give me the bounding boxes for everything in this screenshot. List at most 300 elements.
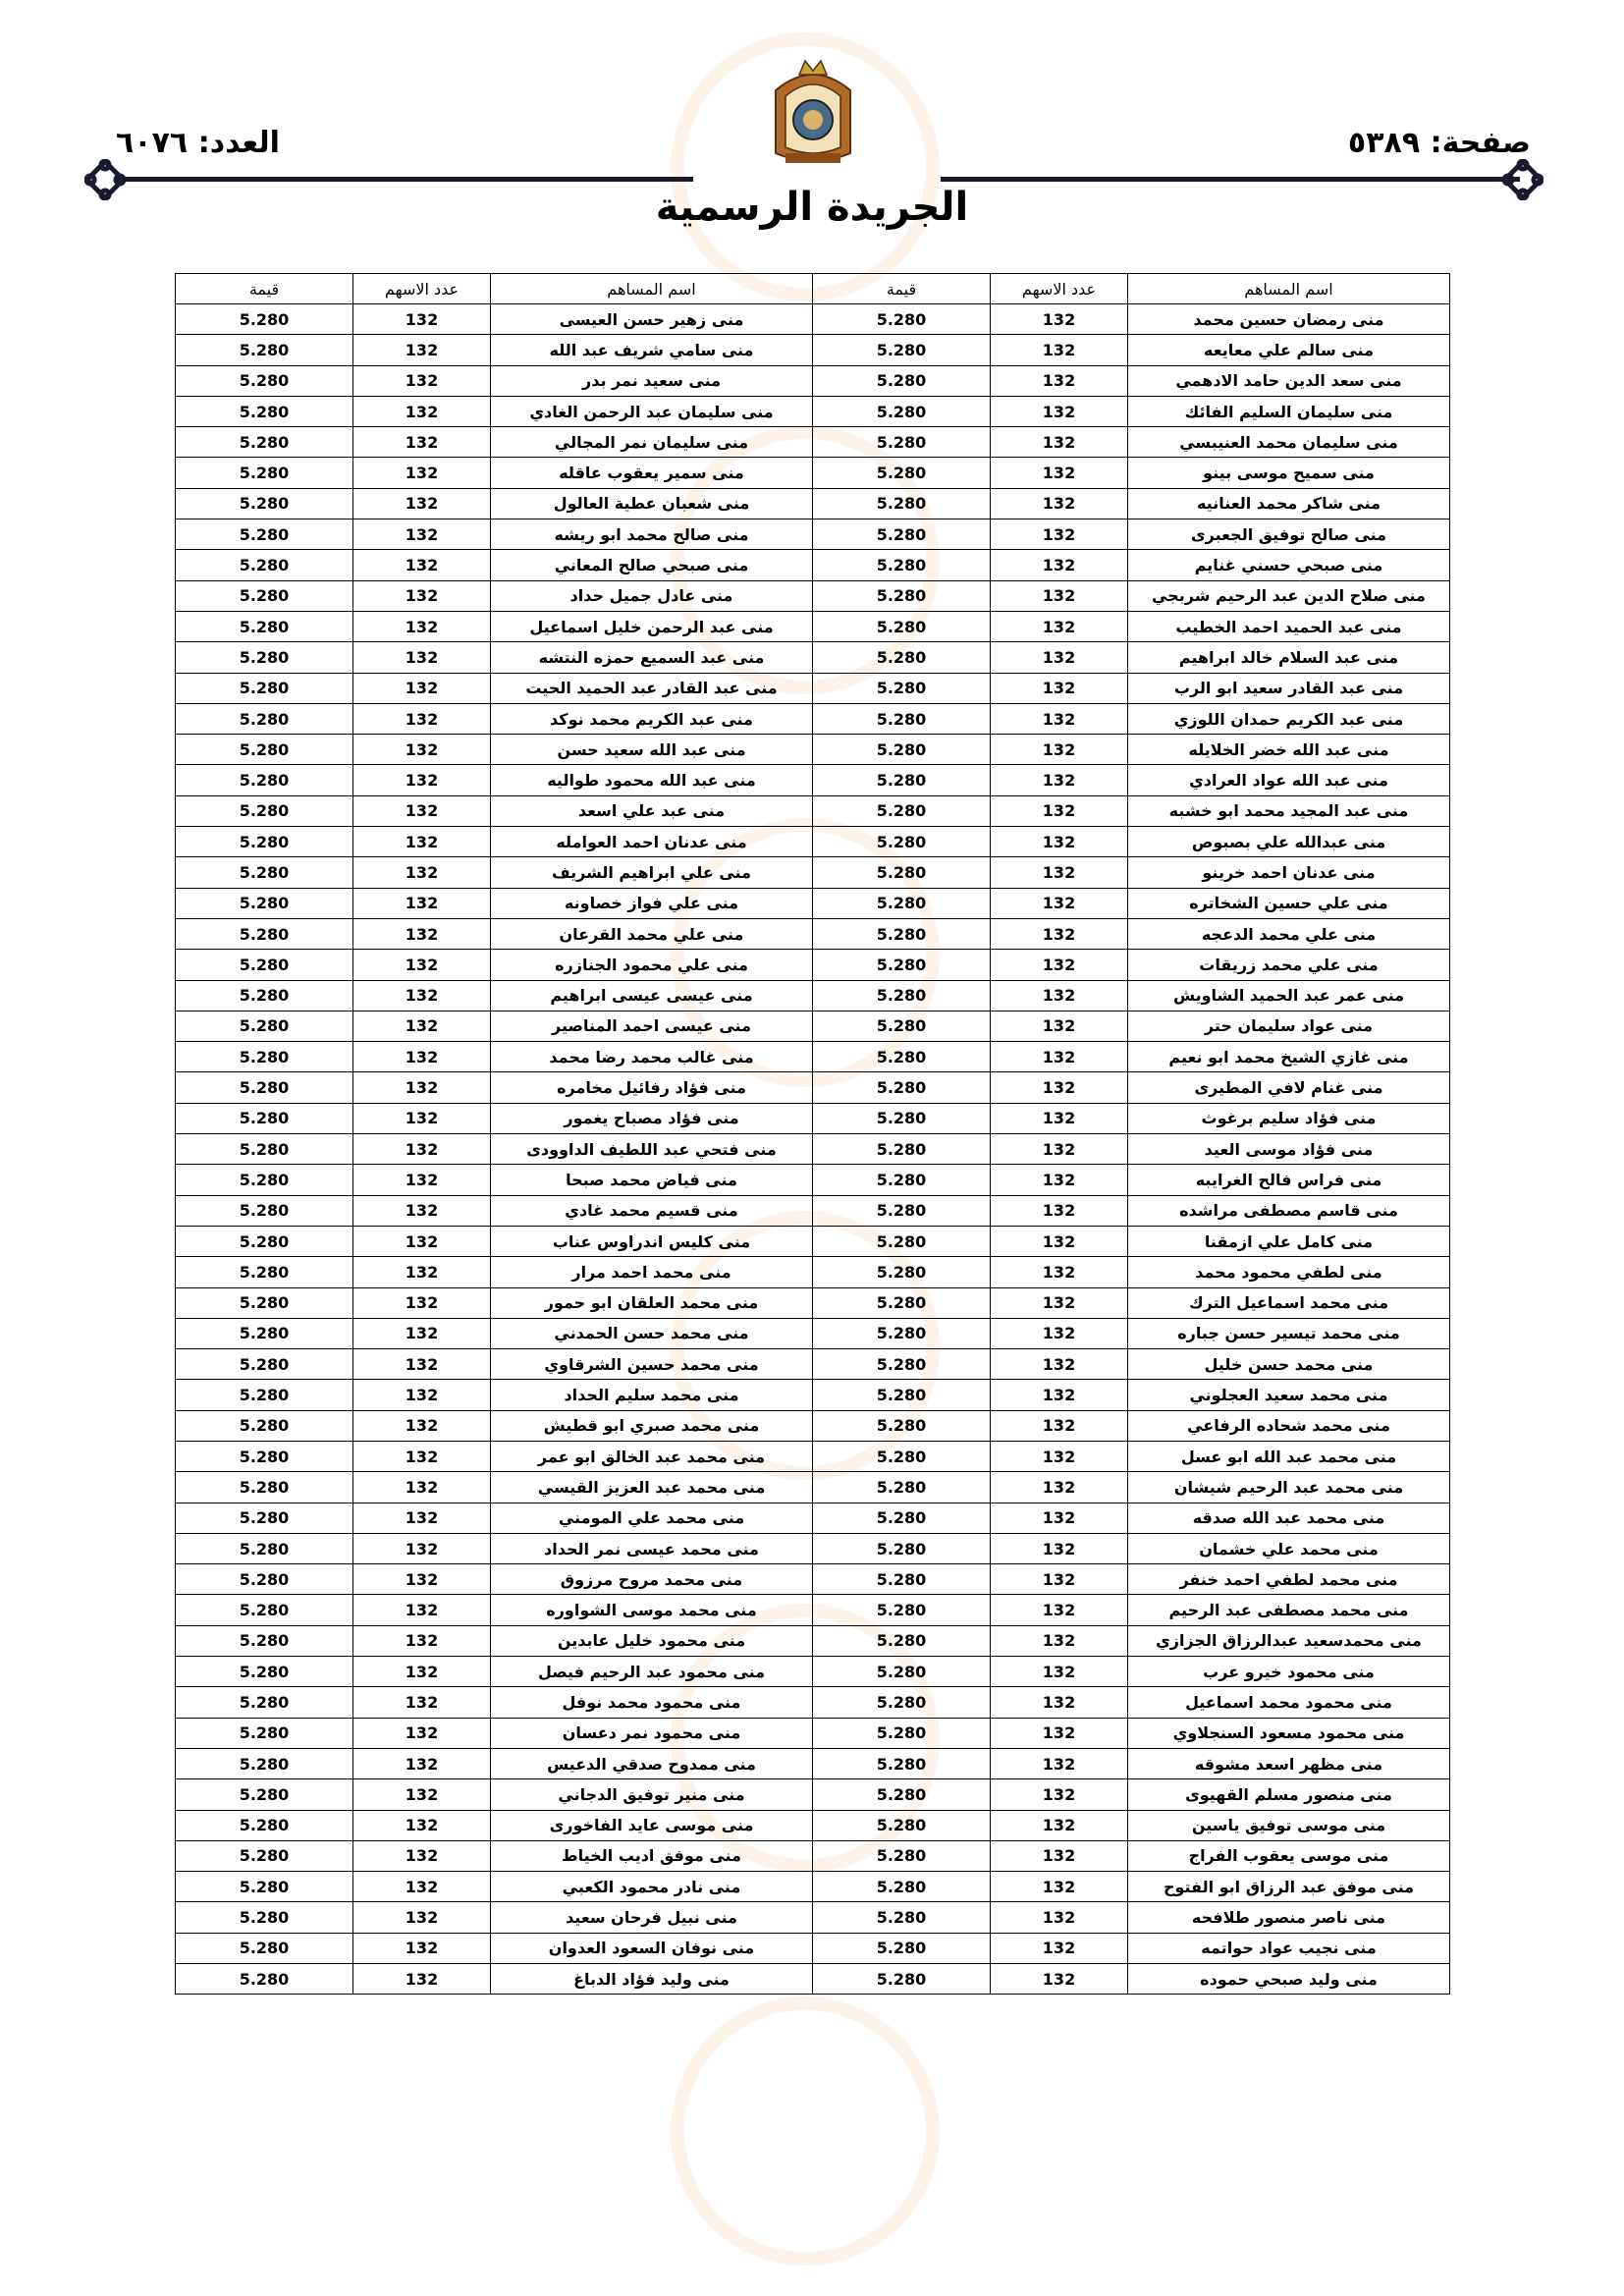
shares-count-cell: 132	[991, 427, 1128, 458]
shares-count-cell: 132	[353, 1349, 491, 1380]
shareholder-name-cell: منى محمود محمد نوفل	[491, 1687, 813, 1718]
table-row	[176, 1441, 1450, 1471]
shareholder-name-cell: منى سعيد نمر بدر	[491, 365, 813, 396]
shareholder-name-cell: منى عبد الكريم محمد نوكد	[491, 703, 813, 734]
shares-count-cell: 132	[991, 1779, 1128, 1810]
shareholder-name-cell: منى عبدالله علي بصبوص	[1128, 827, 1450, 857]
shareholder-name-cell: منى محمد حسن الحمدني	[491, 1318, 813, 1348]
share-value-cell: 5.280	[813, 335, 991, 365]
share-value-cell: 5.280	[813, 888, 991, 918]
shareholder-name-cell: منى فياض محمد صبحا	[491, 1165, 813, 1195]
shares-count-cell: 132	[353, 1472, 491, 1503]
shareholder-name-cell: منى موسى عايد الفاخورى	[491, 1810, 813, 1840]
shareholder-name-cell: منى محمد عبد الله ابو عسل	[1128, 1441, 1450, 1471]
shareholder-name-cell: منى محمد احمد مرار	[491, 1257, 813, 1287]
share-value-cell: 5.280	[176, 427, 353, 458]
shares-count-cell: 132	[991, 1872, 1128, 1902]
header-rule-right	[941, 177, 1520, 182]
share-value-cell: 5.280	[176, 550, 353, 580]
shares-count-cell: 132	[991, 1595, 1128, 1625]
shareholder-name-cell: منى ممدوح صدقي الدعيس	[491, 1748, 813, 1778]
shares-count-cell: 132	[991, 980, 1128, 1011]
table-header-row	[176, 274, 1450, 304]
shareholder-name-cell: منى سامي شريف عبد الله	[491, 335, 813, 365]
share-value-cell: 5.280	[176, 1564, 353, 1595]
shares-count-cell: 132	[991, 1718, 1128, 1748]
shareholder-name-cell: منى محمد موسى الشواوره	[491, 1595, 813, 1625]
share-value-cell: 5.280	[176, 1964, 353, 1995]
shares-count-cell: 132	[353, 1011, 491, 1041]
shares-count-cell: 132	[353, 1165, 491, 1195]
share-value-cell: 5.280	[176, 1810, 353, 1840]
table-row	[176, 1103, 1450, 1133]
shareholder-name-cell: منى محمد العلقان ابو حمور	[491, 1287, 813, 1318]
table-row	[176, 1779, 1450, 1810]
shareholder-name-cell: منى سليمان محمد العنيبسي	[1128, 427, 1450, 458]
table-row	[176, 1072, 1450, 1103]
shares-count-cell: 132	[991, 1226, 1128, 1256]
table-row	[176, 1625, 1450, 1656]
shares-count-cell: 132	[353, 1503, 491, 1533]
shareholder-name-cell: منى محمد سليم الحداد	[491, 1380, 813, 1410]
share-value-cell: 5.280	[813, 1503, 991, 1533]
shareholder-name-cell: منى محمد مصطفى عبد الرحيم	[1128, 1595, 1450, 1625]
share-value-cell: 5.280	[176, 795, 353, 826]
table-row	[176, 1011, 1450, 1041]
share-value-cell: 5.280	[176, 1748, 353, 1778]
share-value-cell: 5.280	[813, 458, 991, 488]
table-row	[176, 1595, 1450, 1625]
shareholder-name-cell: منى صبحي صالح المعاني	[491, 550, 813, 580]
share-value-cell: 5.280	[176, 1103, 353, 1133]
shares-count-cell: 132	[353, 304, 491, 335]
share-value-cell: 5.280	[176, 1410, 353, 1441]
shares-count-cell: 132	[353, 1564, 491, 1595]
shares-count-cell: 132	[353, 1195, 491, 1226]
share-value-cell: 5.280	[176, 1287, 353, 1318]
shareholder-name-cell: منى علي فواز خصاونه	[491, 888, 813, 918]
share-value-cell: 5.280	[176, 1257, 353, 1287]
shareholder-name-cell: منى عدنان احمد خرينو	[1128, 857, 1450, 888]
share-value-cell: 5.280	[813, 611, 991, 641]
shareholder-name-cell: منى موسى توفيق ياسين	[1128, 1810, 1450, 1840]
column-header-name: اسم المساهم	[1128, 274, 1450, 304]
share-value-cell: 5.280	[176, 1011, 353, 1041]
share-value-cell: 5.280	[813, 1902, 991, 1933]
table-row	[176, 703, 1450, 734]
share-value-cell: 5.280	[176, 1933, 353, 1963]
shareholder-name-cell: منى فؤاد رفائيل مخامره	[491, 1072, 813, 1103]
share-value-cell: 5.280	[176, 673, 353, 703]
share-value-cell: 5.280	[813, 918, 991, 949]
share-value-cell: 5.280	[813, 550, 991, 580]
shareholder-name-cell: منى عيسى احمد المناصير	[491, 1011, 813, 1041]
shares-count-cell: 132	[991, 1134, 1128, 1165]
shares-count-cell: 132	[991, 1503, 1128, 1533]
table-row	[176, 1503, 1450, 1533]
shareholder-name-cell: منى غالب محمد رضا محمد	[491, 1042, 813, 1072]
shares-count-cell: 132	[353, 1287, 491, 1318]
column-header-shares: عدد الاسهم	[353, 274, 491, 304]
table-row	[176, 1287, 1450, 1318]
shareholder-name-cell: منى نجيب عواد حواتمه	[1128, 1933, 1450, 1963]
shares-count-cell: 132	[991, 703, 1128, 734]
share-value-cell: 5.280	[176, 519, 353, 550]
shareholder-name-cell: منى عبد الله محمود طواليه	[491, 765, 813, 795]
shareholder-name-cell: منى عدنان احمد العوامله	[491, 827, 813, 857]
shares-count-cell: 132	[353, 1226, 491, 1256]
share-value-cell: 5.280	[176, 1840, 353, 1871]
shares-count-cell: 132	[991, 1964, 1128, 1995]
shares-count-cell: 132	[353, 1840, 491, 1871]
shares-count-cell: 132	[353, 1441, 491, 1471]
shares-count-cell: 132	[991, 458, 1128, 488]
shares-count-cell: 132	[991, 1011, 1128, 1041]
share-value-cell: 5.280	[176, 980, 353, 1011]
table-row	[176, 1533, 1450, 1563]
page-header	[0, 0, 1624, 255]
shareholder-name-cell: منى عبد علي اسعد	[491, 795, 813, 826]
shares-count-cell: 132	[353, 550, 491, 580]
shares-count-cell: 132	[991, 365, 1128, 396]
shareholder-name-cell: منى شعبان عطية العالول	[491, 488, 813, 519]
shareholder-name-cell: منى محمود عبد الرحيم فيصل	[491, 1657, 813, 1687]
shareholder-name-cell: منى سميح موسى بينو	[1128, 458, 1450, 488]
table-row	[176, 918, 1450, 949]
share-value-cell: 5.280	[176, 950, 353, 980]
shareholder-name-cell: منى علي محمد القرعان	[491, 918, 813, 949]
shares-count-cell: 132	[353, 519, 491, 550]
table-row	[176, 1195, 1450, 1226]
share-value-cell: 5.280	[813, 488, 991, 519]
share-value-cell: 5.280	[176, 611, 353, 641]
table-row	[176, 1042, 1450, 1072]
table-row	[176, 1564, 1450, 1595]
share-value-cell: 5.280	[176, 857, 353, 888]
share-value-cell: 5.280	[813, 1595, 991, 1625]
table-row	[176, 950, 1450, 980]
share-value-cell: 5.280	[176, 918, 353, 949]
gazette-title: الجريدة الرسمية	[655, 185, 969, 230]
share-value-cell: 5.280	[176, 1226, 353, 1256]
shareholder-name-cell: منى عواد سليمان حتر	[1128, 1011, 1450, 1041]
shareholder-name-cell: منى علي محمد الدعجه	[1128, 918, 1450, 949]
shares-count-cell: 132	[353, 1103, 491, 1133]
share-value-cell: 5.280	[813, 1318, 991, 1348]
table-row	[176, 1840, 1450, 1871]
shareholder-name-cell: منى محمد شحاده الرفاعي	[1128, 1410, 1450, 1441]
shares-count-cell: 132	[991, 396, 1128, 426]
shares-count-cell: 132	[991, 1748, 1128, 1778]
share-value-cell: 5.280	[176, 1380, 353, 1410]
shareholder-name-cell: منى محمود خيرو عرب	[1128, 1657, 1450, 1687]
table-row	[176, 1410, 1450, 1441]
shares-count-cell: 132	[353, 950, 491, 980]
table-row	[176, 1134, 1450, 1165]
share-value-cell: 5.280	[813, 857, 991, 888]
shareholder-name-cell: منى محمود مسعود السنجلاوي	[1128, 1718, 1450, 1748]
share-value-cell: 5.280	[813, 1011, 991, 1041]
shareholder-name-cell: منى محمد علي المومني	[491, 1503, 813, 1533]
shareholder-name-cell: منى فؤاد سليم برغوث	[1128, 1103, 1450, 1133]
shares-count-cell: 132	[353, 611, 491, 641]
shareholder-name-cell: منى سمير يعقوب عاقله	[491, 458, 813, 488]
share-value-cell: 5.280	[813, 1226, 991, 1256]
shares-count-cell: 132	[991, 1380, 1128, 1410]
shareholder-name-cell: منى محمد عبد الخالق ابو عمر	[491, 1441, 813, 1471]
shareholder-name-cell: منى مظهر اسعد مشوقه	[1128, 1748, 1450, 1778]
shareholder-name-cell: منى محمد حسين الشرقاوي	[491, 1349, 813, 1380]
table-row	[176, 1748, 1450, 1778]
shareholder-name-cell: منى غازي الشيخ محمد ابو نعيم	[1128, 1042, 1450, 1072]
table-row	[176, 888, 1450, 918]
table-row	[176, 1657, 1450, 1687]
share-value-cell: 5.280	[176, 1625, 353, 1656]
shareholder-name-cell: منى صالح محمد ابو ريشه	[491, 519, 813, 550]
share-value-cell: 5.280	[813, 1165, 991, 1195]
share-value-cell: 5.280	[176, 765, 353, 795]
shareholder-name-cell: منى قسيم محمد غادي	[491, 1195, 813, 1226]
column-header-value: قيمة	[176, 274, 353, 304]
shareholder-name-cell: منى عبد القادر سعيد ابو الرب	[1128, 673, 1450, 703]
shares-count-cell: 132	[991, 335, 1128, 365]
share-value-cell: 5.280	[176, 1872, 353, 1902]
shares-count-cell: 132	[353, 580, 491, 611]
share-value-cell: 5.280	[176, 827, 353, 857]
shares-count-cell: 132	[991, 1441, 1128, 1471]
shares-count-cell: 132	[991, 673, 1128, 703]
shareholder-name-cell: منى محمد عبد الله صدقه	[1128, 1503, 1450, 1533]
table-row	[176, 827, 1450, 857]
shares-count-cell: 132	[991, 1533, 1128, 1563]
shares-count-cell: 132	[353, 1595, 491, 1625]
shareholder-name-cell: منى كليس اندراوس عناب	[491, 1226, 813, 1256]
shareholder-name-cell: منى وليد صبحي حموده	[1128, 1964, 1450, 1995]
share-value-cell: 5.280	[813, 642, 991, 673]
shareholder-name-cell: منى غنام لافي المطيرى	[1128, 1072, 1450, 1103]
shareholder-name-cell: منى علي حسين الشخاتره	[1128, 888, 1450, 918]
share-value-cell: 5.280	[176, 488, 353, 519]
table-row	[176, 519, 1450, 550]
shareholder-name-cell: منى فؤاد مصباح يغمور	[491, 1103, 813, 1133]
share-value-cell: 5.280	[813, 304, 991, 335]
shareholder-name-cell: منى عبد السلام خالد ابراهيم	[1128, 642, 1450, 673]
table-row	[176, 673, 1450, 703]
shareholder-name-cell: منى محمد اسماعيل الترك	[1128, 1287, 1450, 1318]
shares-count-cell: 132	[353, 857, 491, 888]
shares-count-cell: 132	[991, 1042, 1128, 1072]
share-value-cell: 5.280	[813, 1072, 991, 1103]
table-row	[176, 1226, 1450, 1256]
shareholder-name-cell: منى قاسم مصطفى مراشده	[1128, 1195, 1450, 1226]
share-value-cell: 5.280	[813, 1380, 991, 1410]
share-value-cell: 5.280	[176, 1902, 353, 1933]
shareholder-name-cell: منى منير توفيق الدجاني	[491, 1779, 813, 1810]
table-row	[176, 1349, 1450, 1380]
table-row	[176, 765, 1450, 795]
shareholder-name-cell: منى سليمان عبد الرحمن الغادي	[491, 396, 813, 426]
shareholder-name-cell: منى فتحي عبد اللطيف الداوودى	[491, 1134, 813, 1165]
shares-count-cell: 132	[991, 888, 1128, 918]
table-row	[176, 396, 1450, 426]
share-value-cell: 5.280	[176, 580, 353, 611]
shares-count-cell: 132	[353, 1072, 491, 1103]
shares-count-cell: 132	[353, 1748, 491, 1778]
share-value-cell: 5.280	[813, 519, 991, 550]
shares-count-cell: 132	[991, 1472, 1128, 1503]
shareholder-name-cell: منى عبد القادر عبد الحميد الحيت	[491, 673, 813, 703]
table-row	[176, 980, 1450, 1011]
table-row	[176, 735, 1450, 765]
table-row	[176, 1810, 1450, 1840]
table-row	[176, 857, 1450, 888]
shareholder-name-cell: منى عبد الله خضر الخلايله	[1128, 735, 1450, 765]
share-value-cell: 5.280	[176, 888, 353, 918]
shares-count-cell: 132	[991, 1257, 1128, 1287]
share-value-cell: 5.280	[813, 1964, 991, 1995]
share-value-cell: 5.280	[813, 980, 991, 1011]
share-value-cell: 5.280	[176, 1533, 353, 1563]
shares-count-cell: 132	[991, 1287, 1128, 1318]
column-header-shares: عدد الاسهم	[991, 274, 1128, 304]
shares-count-cell: 132	[353, 488, 491, 519]
shareholder-name-cell: منى عبد المجيد محمد ابو خشبه	[1128, 795, 1450, 826]
issue-number: العدد: ٦٠٧٦	[116, 126, 280, 160]
shares-count-cell: 132	[991, 1318, 1128, 1348]
shares-count-cell: 132	[353, 1657, 491, 1687]
shares-count-cell: 132	[353, 1687, 491, 1718]
share-value-cell: 5.280	[813, 1134, 991, 1165]
shares-count-cell: 132	[353, 888, 491, 918]
shares-count-cell: 132	[353, 1964, 491, 1995]
share-value-cell: 5.280	[813, 1287, 991, 1318]
share-value-cell: 5.280	[176, 1718, 353, 1748]
shares-count-cell: 132	[991, 765, 1128, 795]
shares-count-cell: 132	[991, 642, 1128, 673]
share-value-cell: 5.280	[813, 735, 991, 765]
shares-count-cell: 132	[353, 1779, 491, 1810]
shares-count-cell: 132	[991, 1625, 1128, 1656]
shares-count-cell: 132	[353, 1380, 491, 1410]
shareholder-name-cell: منى محمد صبري ابو قطيش	[491, 1410, 813, 1441]
shares-count-cell: 132	[991, 519, 1128, 550]
share-value-cell: 5.280	[813, 1103, 991, 1133]
shareholder-name-cell: منى محمد حسن خليل	[1128, 1349, 1450, 1380]
share-value-cell: 5.280	[813, 1748, 991, 1778]
share-value-cell: 5.280	[813, 1441, 991, 1471]
shareholder-name-cell: منى محمد عبد الرحيم شيشان	[1128, 1472, 1450, 1503]
table-row	[176, 304, 1450, 335]
share-value-cell: 5.280	[176, 1687, 353, 1718]
shares-count-cell: 132	[991, 304, 1128, 335]
shares-count-cell: 132	[353, 795, 491, 826]
table-row	[176, 1964, 1450, 1995]
table-row	[176, 580, 1450, 611]
share-value-cell: 5.280	[813, 1840, 991, 1871]
share-value-cell: 5.280	[813, 1042, 991, 1072]
shares-count-cell: 132	[991, 550, 1128, 580]
shareholder-name-cell: منى محمود نمر دعسان	[491, 1718, 813, 1748]
shareholder-name-cell: منى صبحي حسني غنايم	[1128, 550, 1450, 580]
shares-count-cell: 132	[991, 795, 1128, 826]
shareholder-name-cell: منى سليمان نمر المجالي	[491, 427, 813, 458]
table-row	[176, 365, 1450, 396]
shares-count-cell: 132	[991, 1165, 1128, 1195]
shareholder-name-cell: منى علي ابراهيم الشريف	[491, 857, 813, 888]
shares-count-cell: 132	[991, 735, 1128, 765]
shareholder-name-cell: منى كامل علي ازمقنا	[1128, 1226, 1450, 1256]
share-value-cell: 5.280	[813, 396, 991, 426]
shares-count-cell: 132	[353, 396, 491, 426]
shareholder-name-cell: منى عبد الحميد احمد الخطيب	[1128, 611, 1450, 641]
shares-count-cell: 132	[353, 703, 491, 734]
table-row	[176, 1165, 1450, 1195]
share-value-cell: 5.280	[176, 1134, 353, 1165]
shares-count-cell: 132	[353, 365, 491, 396]
shareholders-table	[175, 273, 1450, 1995]
shares-count-cell: 132	[991, 1072, 1128, 1103]
shareholder-name-cell: منى محمد لطفي احمد خنفر	[1128, 1564, 1450, 1595]
table-row	[176, 1472, 1450, 1503]
shareholder-name-cell: منى عيسى عيسى ابراهيم	[491, 980, 813, 1011]
shareholder-name-cell: منى محمد عبد العزيز القيسي	[491, 1472, 813, 1503]
share-value-cell: 5.280	[813, 1687, 991, 1718]
shareholder-name-cell: منى سليمان السليم الفائك	[1128, 396, 1450, 426]
shareholder-name-cell: منى محمد مروح مرزوق	[491, 1564, 813, 1595]
shares-count-cell: 132	[353, 1533, 491, 1563]
share-value-cell: 5.280	[813, 673, 991, 703]
table-row	[176, 642, 1450, 673]
share-value-cell: 5.280	[176, 1779, 353, 1810]
shares-count-cell: 132	[353, 1872, 491, 1902]
shareholder-name-cell: منى عبد السميع حمزه النتشه	[491, 642, 813, 673]
table-row	[176, 1902, 1450, 1933]
share-value-cell: 5.280	[813, 1625, 991, 1656]
table-row	[176, 1687, 1450, 1718]
share-value-cell: 5.280	[813, 1810, 991, 1840]
shares-count-cell: 132	[991, 1687, 1128, 1718]
share-value-cell: 5.280	[176, 1441, 353, 1471]
shareholder-name-cell: منى سالم علي معايعه	[1128, 335, 1450, 365]
shares-count-cell: 132	[991, 611, 1128, 641]
shareholder-name-cell: منى موفق اديب الخياط	[491, 1840, 813, 1871]
shareholder-name-cell: منى شاكر محمد العنانيه	[1128, 488, 1450, 519]
share-value-cell: 5.280	[813, 703, 991, 734]
shareholder-name-cell: منى عبد الله عواد العرادي	[1128, 765, 1450, 795]
shares-count-cell: 132	[991, 488, 1128, 519]
shares-count-cell: 132	[991, 1564, 1128, 1595]
share-value-cell: 5.280	[176, 703, 353, 734]
table-row	[176, 1257, 1450, 1287]
share-value-cell: 5.280	[813, 1349, 991, 1380]
table-row	[176, 1718, 1450, 1748]
shareholder-name-cell: منى نادر محمود الكعبي	[491, 1872, 813, 1902]
share-value-cell: 5.280	[813, 950, 991, 980]
shareholder-name-cell: منى محمود خليل عابدين	[491, 1625, 813, 1656]
shares-count-cell: 132	[991, 1410, 1128, 1441]
shares-count-cell: 132	[991, 1657, 1128, 1687]
table-row	[176, 550, 1450, 580]
shareholder-name-cell: منى زهير حسن العيسى	[491, 304, 813, 335]
share-value-cell: 5.280	[813, 427, 991, 458]
shares-count-cell: 132	[991, 1349, 1128, 1380]
shares-count-cell: 132	[991, 1933, 1128, 1963]
shares-count-cell: 132	[353, 1410, 491, 1441]
shares-count-cell: 132	[353, 1134, 491, 1165]
coat-of-arms-icon	[756, 51, 870, 177]
shares-count-cell: 132	[991, 918, 1128, 949]
shareholder-name-cell: منى علي محمود الجنازره	[491, 950, 813, 980]
